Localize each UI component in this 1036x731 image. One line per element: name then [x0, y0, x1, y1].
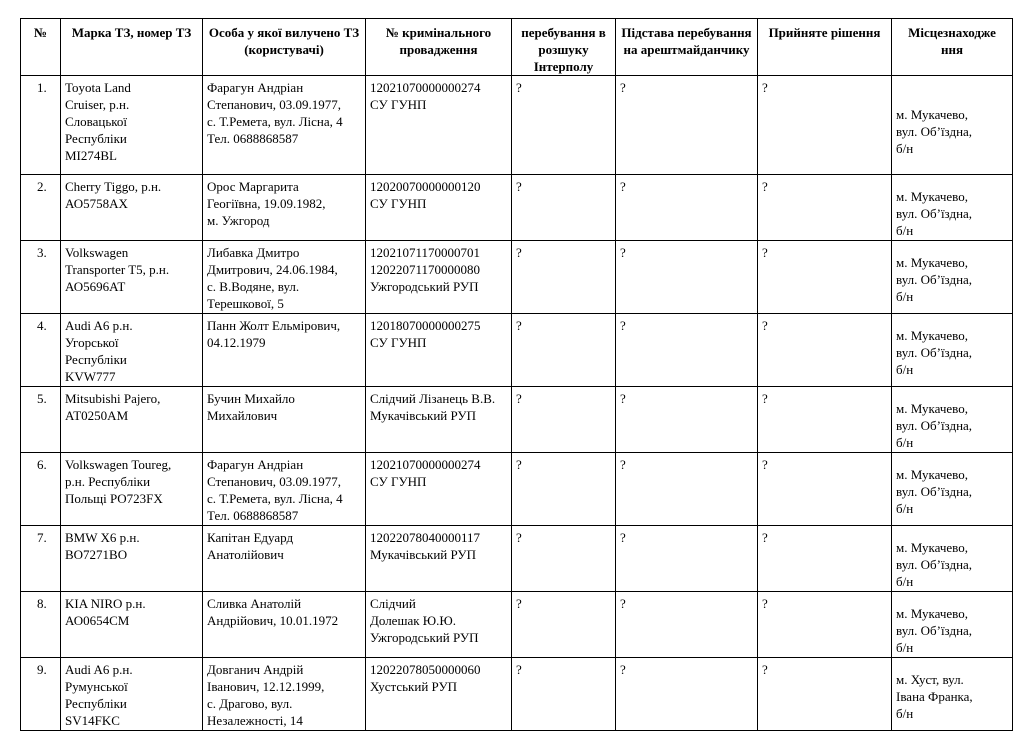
cell-location-line: вул. Об’їздна,: [896, 272, 973, 287]
cell-person-line: Анатолійович: [207, 547, 284, 562]
cell-person: [203, 453, 366, 526]
cell-person-line: Степанович, 03.09.1977,: [207, 97, 342, 112]
cell-vehicle-line: Volkswagen Toureg,: [65, 457, 172, 472]
cell-case-line: Мукачівський РУП: [370, 547, 476, 562]
cell-number: 5.: [21, 387, 61, 453]
cell-case: [366, 453, 512, 526]
cell-decision: ?: [758, 175, 892, 241]
cell-location-line: м. Мукачево,: [896, 606, 968, 621]
cell-location: [892, 241, 1013, 314]
cell-person-line: Іванович, 12.12.1999,: [207, 679, 325, 694]
vehicles-table: [20, 18, 1013, 731]
table-row: [21, 175, 1013, 241]
cell-person: [203, 592, 366, 658]
cell-vehicle: [61, 658, 203, 731]
cell-person-line: м. Ужгород: [207, 213, 270, 228]
cell-vehicle-line: Cherry Tiggo, р.н.: [65, 179, 162, 194]
cell-vehicle-line: АО5696АТ: [65, 279, 126, 294]
cell-person-line: Фарагун Андріан: [207, 80, 304, 95]
cell-decision: ?: [758, 453, 892, 526]
cell-person: [203, 658, 366, 731]
cell-case: [366, 241, 512, 314]
cell-number: 9.: [21, 658, 61, 731]
cell-location-line: б/н: [896, 223, 914, 238]
cell-vehicle-line: BMW X6 р.н.: [65, 530, 140, 545]
table-row: [21, 314, 1013, 387]
cell-location-line: м. Мукачево,: [896, 107, 968, 122]
cell-vehicle-line: Audi A6 р.н.: [65, 662, 133, 677]
cell-case-line: Хустський РУП: [370, 679, 458, 694]
cell-vehicle-line: ВО7271ВО: [65, 547, 128, 562]
cell-interpol: ?: [512, 387, 616, 453]
cell-location-line: б/н: [896, 501, 914, 516]
cell-vehicle: [61, 314, 203, 387]
cell-person-line: Тел. 0688868587: [207, 131, 299, 146]
cell-location-line: б/н: [896, 141, 914, 156]
cell-vehicle-line: Transporter T5, р.н.: [65, 262, 170, 277]
cell-location-line: вул. Об’їздна,: [896, 623, 973, 638]
cell-location: [892, 387, 1013, 453]
cell-case-line: Долешак Ю.Ю.: [370, 613, 457, 628]
cell-person-line: Фарагун Андріан: [207, 457, 304, 472]
header-interpol: перебування в розшуку Інтерполу: [512, 19, 616, 76]
cell-case: [366, 76, 512, 175]
cell-person: [203, 241, 366, 314]
cell-case-line: СУ ГУНП: [370, 196, 427, 211]
cell-case-line: 12021071170000701: [370, 245, 481, 260]
cell-number: 7.: [21, 526, 61, 592]
cell-interpol: ?: [512, 76, 616, 175]
cell-interpol: ?: [512, 658, 616, 731]
cell-case-line: Мукачівський РУП: [370, 408, 476, 423]
cell-vehicle-line: Toyota Land: [65, 80, 131, 95]
cell-location: [892, 526, 1013, 592]
cell-vehicle-line: АО0654СМ: [65, 613, 130, 628]
cell-interpol: ?: [512, 241, 616, 314]
table-body: [21, 76, 1013, 731]
cell-case: [366, 526, 512, 592]
cell-decision: ?: [758, 387, 892, 453]
cell-vehicle-line: KVW777: [65, 369, 116, 384]
cell-vehicle-line: Cruiser, р.н.: [65, 97, 130, 112]
cell-vehicle: [61, 526, 203, 592]
cell-location-line: м. Мукачево,: [896, 255, 968, 270]
cell-person-line: с. Драгово, вул.: [207, 696, 293, 711]
cell-person-line: Тел. 0688868587: [207, 508, 299, 523]
cell-case-line: 12018070000000275: [370, 318, 481, 333]
cell-vehicle: [61, 453, 203, 526]
cell-person-line: Орос Маргарита: [207, 179, 299, 194]
cell-vehicle-line: АТ0250АМ: [65, 408, 129, 423]
cell-person-line: Довганич Андрій: [207, 662, 304, 677]
cell-location-line: вул. Об’їздна,: [896, 124, 973, 139]
cell-case: [366, 592, 512, 658]
cell-decision: ?: [758, 592, 892, 658]
cell-person-line: Панн Жолт Ельмірович,: [207, 318, 341, 333]
cell-case: [366, 387, 512, 453]
cell-person: [203, 387, 366, 453]
cell-person-line: Михайлович: [207, 408, 278, 423]
header-number: №: [21, 19, 61, 76]
cell-basis: ?: [616, 76, 758, 175]
cell-number: 8.: [21, 592, 61, 658]
cell-location-line: м. Мукачево,: [896, 189, 968, 204]
cell-case-line: 12021070000000274: [370, 80, 481, 95]
cell-location-line: м. Хуст, вул.: [896, 672, 964, 687]
cell-basis: ?: [616, 592, 758, 658]
cell-decision: ?: [758, 76, 892, 175]
cell-case: [366, 314, 512, 387]
cell-vehicle-line: Mitsubishi Pajero,: [65, 391, 161, 406]
cell-vehicle-line: Словацької: [65, 114, 128, 129]
cell-location-line: вул. Об’їздна,: [896, 206, 973, 221]
cell-person-line: Андрійович, 10.01.1972: [207, 613, 339, 628]
cell-vehicle-line: р.н. Республіки: [65, 474, 151, 489]
cell-location-line: м. Мукачево,: [896, 401, 968, 416]
cell-interpol: ?: [512, 592, 616, 658]
cell-vehicle-line: Угорської: [65, 335, 119, 350]
cell-number: 6.: [21, 453, 61, 526]
table-row: [21, 526, 1013, 592]
cell-basis: ?: [616, 314, 758, 387]
cell-basis: ?: [616, 175, 758, 241]
cell-person-line: Сливка Анатолій: [207, 596, 302, 611]
cell-vehicle-line: Audi A6 р.н.: [65, 318, 133, 333]
cell-person-line: Дмитрович, 24.06.1984,: [207, 262, 338, 277]
cell-location-line: вул. Об’їздна,: [896, 345, 973, 360]
cell-person-line: с. Т.Ремета, вул. Лісна, 4: [207, 114, 343, 129]
cell-location: [892, 314, 1013, 387]
cell-case-line: 12020070000000120: [370, 179, 481, 194]
cell-location-line: вул. Об’їздна,: [896, 557, 973, 572]
cell-decision: ?: [758, 241, 892, 314]
cell-decision: ?: [758, 658, 892, 731]
cell-vehicle: [61, 175, 203, 241]
cell-person-line: Бучин Михайло: [207, 391, 295, 406]
cell-vehicle-line: SV14FKC: [65, 713, 120, 728]
cell-person: [203, 175, 366, 241]
cell-vehicle-line: Румунської: [65, 679, 128, 694]
cell-location-line: б/н: [896, 289, 914, 304]
cell-location-line: вул. Об’їздна,: [896, 418, 973, 433]
cell-interpol: ?: [512, 453, 616, 526]
table-row: [21, 453, 1013, 526]
cell-basis: ?: [616, 387, 758, 453]
cell-vehicle-line: Республіки: [65, 352, 127, 367]
cell-person-line: с. Т.Ремета, вул. Лісна, 4: [207, 491, 343, 506]
cell-vehicle-line: АО5758АХ: [65, 196, 128, 211]
cell-person-line: 04.12.1979: [207, 335, 266, 350]
cell-case-line: 12021070000000274: [370, 457, 481, 472]
cell-person-line: Капітан Едуард: [207, 530, 294, 545]
cell-vehicle-line: MI274BL: [65, 148, 117, 163]
header-row: [21, 19, 1013, 76]
cell-case: [366, 658, 512, 731]
cell-basis: ?: [616, 241, 758, 314]
table-row: [21, 241, 1013, 314]
cell-vehicle: [61, 76, 203, 175]
cell-vehicle: [61, 387, 203, 453]
cell-location-line: вул. Об’їздна,: [896, 484, 973, 499]
cell-location-line: б/н: [896, 362, 914, 377]
cell-person-line: Незалежності, 14: [207, 713, 303, 728]
header-person: Особа у якої вилучено ТЗ (користувачі): [203, 19, 366, 76]
cell-interpol: ?: [512, 526, 616, 592]
cell-location-line: б/н: [896, 640, 914, 655]
cell-location: [892, 76, 1013, 175]
cell-case-line: СУ ГУНП: [370, 97, 427, 112]
cell-person-line: с. В.Водяне, вул.: [207, 279, 300, 294]
header-basis: Підстава перебування на арештмайданчику: [616, 19, 758, 76]
cell-case-line: Ужгородський РУП: [370, 630, 479, 645]
cell-number: 2.: [21, 175, 61, 241]
cell-vehicle: [61, 592, 203, 658]
cell-number: 3.: [21, 241, 61, 314]
cell-decision: ?: [758, 526, 892, 592]
cell-location-line: м. Мукачево,: [896, 328, 968, 343]
cell-person-line: Терешкової, 5: [207, 296, 284, 311]
cell-interpol: ?: [512, 314, 616, 387]
cell-case: [366, 175, 512, 241]
cell-person: [203, 526, 366, 592]
cell-location-line: м. Мукачево,: [896, 540, 968, 555]
table-row: [21, 658, 1013, 731]
cell-basis: ?: [616, 526, 758, 592]
cell-vehicle-line: Республіки: [65, 131, 127, 146]
cell-number: 4.: [21, 314, 61, 387]
header-case: № кримінального провадження: [366, 19, 512, 76]
cell-person: [203, 76, 366, 175]
cell-basis: ?: [616, 453, 758, 526]
cell-case-line: Слідчий Лізанець В.В.: [370, 391, 496, 406]
cell-vehicle-line: Польщі PO723FX: [65, 491, 163, 506]
cell-vehicle: [61, 241, 203, 314]
cell-vehicle-line: Республіки: [65, 696, 127, 711]
cell-location-line: м. Мукачево,: [896, 467, 968, 482]
cell-location-line: б/н: [896, 435, 914, 450]
cell-location: [892, 175, 1013, 241]
cell-case-line: 12022071170000080: [370, 262, 481, 277]
cell-person-line: Либавка Дмитро: [207, 245, 300, 260]
cell-location: [892, 592, 1013, 658]
header-decision: Прийняте рішення: [758, 19, 892, 76]
cell-location-line: б/н: [896, 574, 914, 589]
table-row: [21, 76, 1013, 175]
cell-case-line: СУ ГУНП: [370, 474, 427, 489]
cell-case-line: Слідчий: [370, 596, 416, 611]
cell-decision: ?: [758, 314, 892, 387]
cell-person-line: Степанович, 03.09.1977,: [207, 474, 342, 489]
header-location: Місцезнаходже ння: [892, 19, 1013, 76]
cell-case-line: Ужгородський РУП: [370, 279, 479, 294]
cell-basis: ?: [616, 658, 758, 731]
cell-vehicle-line: Volkswagen: [65, 245, 129, 260]
cell-number: 1.: [21, 76, 61, 175]
table-row: [21, 592, 1013, 658]
cell-person: [203, 314, 366, 387]
cell-location: [892, 453, 1013, 526]
cell-person-line: Геогіївна, 19.09.1982,: [207, 196, 326, 211]
cell-case-line: 12022078050000060: [370, 662, 481, 677]
cell-case-line: 12022078040000117: [370, 530, 481, 545]
cell-case-line: СУ ГУНП: [370, 335, 427, 350]
cell-vehicle-line: KIA NIRO р.н.: [65, 596, 146, 611]
header-vehicle: Марка ТЗ, номер ТЗ: [61, 19, 203, 76]
cell-location-line: Івана Франка,: [896, 689, 973, 704]
cell-location: [892, 658, 1013, 731]
cell-location-line: б/н: [896, 706, 914, 721]
table-row: [21, 387, 1013, 453]
cell-interpol: ?: [512, 175, 616, 241]
